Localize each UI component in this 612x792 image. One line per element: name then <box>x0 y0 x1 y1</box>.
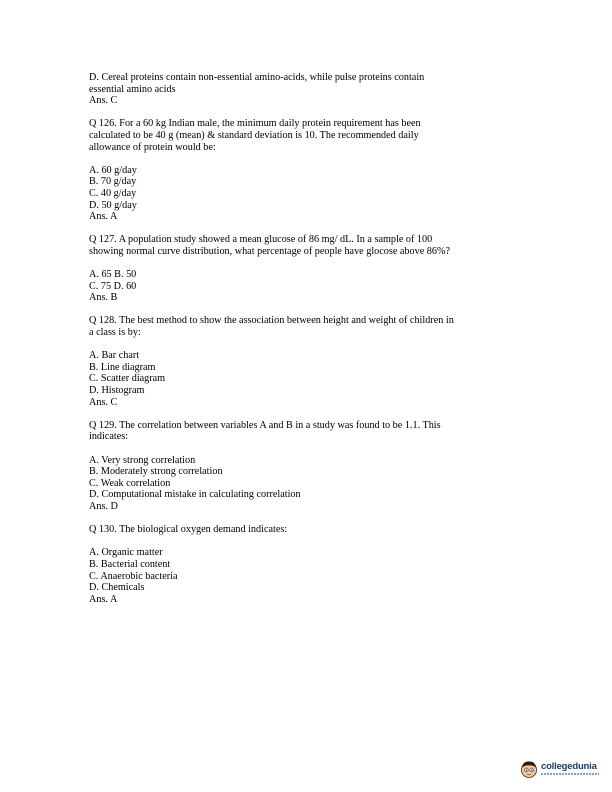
logo-text: collegedunia <box>541 761 597 772</box>
document-page <box>89 72 529 605</box>
option-line: C. Anaerobic bacteria <box>89 570 178 582</box>
option-line: B. Moderately strong correlation <box>89 466 223 478</box>
option-line: C. 75 D. 60 <box>89 280 137 292</box>
option-line: B. Line diagram <box>89 361 156 373</box>
question-126 <box>89 118 529 153</box>
option-line: A. Organic matter <box>89 547 163 559</box>
question-line: indicates: <box>89 431 129 443</box>
option-line: B. Bacterial content <box>89 558 171 570</box>
option-line: A. 65 B. 50 <box>89 269 137 281</box>
question-129 <box>89 420 529 443</box>
answer-line: Ans. C <box>89 396 118 408</box>
option-line: D. Histogram <box>89 385 145 397</box>
question-128 <box>89 315 529 338</box>
option-line: A. 60 g/day <box>89 164 137 176</box>
options-128 <box>89 350 529 408</box>
answer-line: Ans. A <box>89 593 118 605</box>
question-127 <box>89 234 529 257</box>
options-130 <box>89 547 529 605</box>
question-line: showing normal curve distribution, what percentage of people have glocose above 86%? <box>89 245 450 257</box>
question-line: Q 128. The best method to show the association between height and weight of children in <box>89 315 454 327</box>
text-line: essential amino acids <box>89 83 176 95</box>
question-line: a class is by: <box>89 327 141 339</box>
options-126 <box>89 165 529 223</box>
collegedunia-logo[interactable] <box>519 758 601 782</box>
question-line: allowance of protein would be: <box>89 141 216 153</box>
question-line: Q 126. For a 60 kg Indian male, the minimum daily protein requirement has been <box>89 118 421 130</box>
answer-line: Ans. B <box>89 292 118 304</box>
options-129 <box>89 455 529 513</box>
question-line: Q 130. The biological oxygen demand indicates: <box>89 524 288 536</box>
text-block <box>89 72 529 107</box>
answer-line: Ans. C <box>89 95 118 107</box>
logo-tagline-mark <box>541 773 599 775</box>
question-line: calculated to be 40 g (mean) & standard deviation is 10. The recommended daily <box>89 129 419 141</box>
text-line: D. Cereal proteins contain non-essential amino-acids, while pulse proteins contain <box>89 72 425 83</box>
option-line: C. Weak correlation <box>89 477 171 489</box>
mascot-icon <box>519 759 539 779</box>
option-line: D. 50 g/day <box>89 199 137 211</box>
question-130 <box>89 524 529 536</box>
option-line: D. Chemicals <box>89 582 145 594</box>
answer-line: Ans. D <box>89 500 118 512</box>
option-line: A. Bar chart <box>89 350 140 362</box>
option-line: C. Scatter diagram <box>89 373 166 385</box>
options-127 <box>89 269 529 304</box>
question-line: Q 127. A population study showed a mean glucose of 86 mg/ dL. In a sample of 100 <box>89 234 433 246</box>
option-line: A. Very strong correlation <box>89 454 196 466</box>
option-line: B. 70 g/day <box>89 176 137 188</box>
question-line: Q 129. The correlation between variables A and B in a study was found to be 1.1. This <box>89 419 441 431</box>
answer-line: Ans. A <box>89 211 118 223</box>
option-line: D. Computational mistake in calculating correlation <box>89 489 301 501</box>
option-line: C. 40 g/day <box>89 187 137 199</box>
